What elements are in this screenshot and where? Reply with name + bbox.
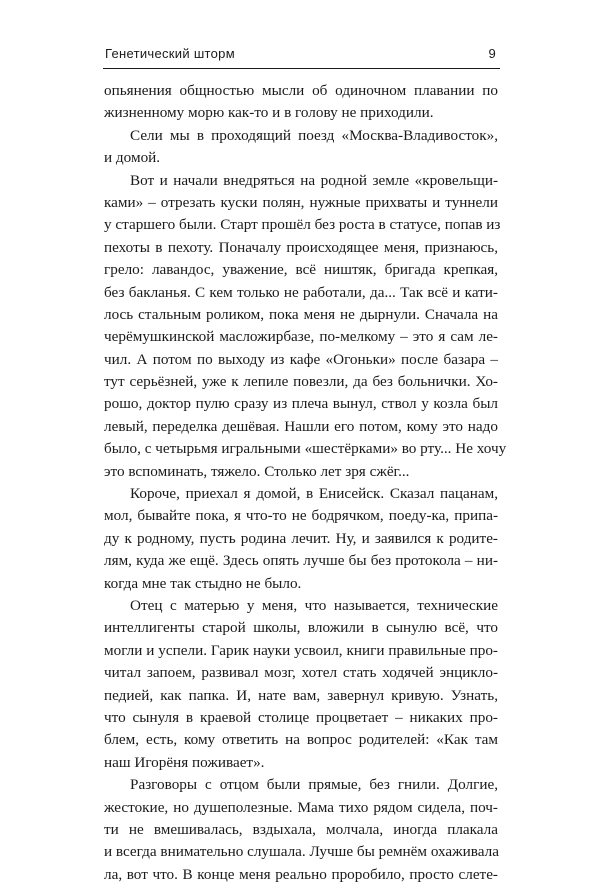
text-line: рошо, доктор пулю сразу из плеча вынул, ствол у козла был bbox=[104, 395, 498, 413]
text-line: Вот и начали внедряться на родной земле «кровельщи- bbox=[130, 171, 498, 189]
text-line: Разговоры с отцом были прямые, без гнили. Долгие, bbox=[130, 776, 498, 794]
text-line: опьянения общностью мысли об одиночном плавании по bbox=[104, 82, 498, 99]
main-text bbox=[104, 80, 507, 886]
text-line: левый, переделка дешёвая. Нашли его потом, кому это надо bbox=[104, 417, 498, 435]
text-line: черёмушкинской масложирбазе, по-мелкому – это я сам ле- bbox=[104, 328, 498, 346]
text-line: пехоты в пехоту. Поначалу происходящее меня, признаюсь, bbox=[104, 238, 498, 256]
text-line: у старшего были. Старт прошёл без роста в статусе, попав из bbox=[104, 216, 501, 234]
text-line: жизненному морю как-то и в голову не приходили. bbox=[104, 104, 434, 122]
text-line: могли и успели. Гарик науки усвоил, книги правильные про- bbox=[104, 641, 498, 659]
paragraph bbox=[104, 774, 498, 886]
text-line: ти не вмешивалась, вздыхала, молчала, иногда плакала bbox=[104, 820, 498, 838]
text-line: мол, бывайте пока, я что-то не бодрячком, поеду-ка, припа- bbox=[104, 507, 498, 525]
text-line: Короче, приехал я домой, в Енисейск. Сказал пацанам, bbox=[130, 485, 498, 503]
running-header bbox=[103, 44, 500, 66]
text-line: тут серьёзней, уже к лепиле повезли, да без больнички. Хо- bbox=[104, 373, 498, 391]
text-line: было, с четырьмя игральными «шестёрками» во рту... Не хочу bbox=[104, 440, 507, 458]
text-line: Отец с матерью у меня, что называется, технические bbox=[130, 596, 498, 614]
text-line: Сели мы в проходящий поезд «Москва-Владивосток», bbox=[130, 126, 498, 144]
text-line: блем, есть, кому ответить на вопрос родителей: «Как там bbox=[104, 731, 498, 749]
text-line: без бакланья. С кем только не работали, да... Так всё и кати- bbox=[104, 283, 498, 301]
text-line: лось стальным роликом, пока меня не дырнули. Сначала на bbox=[104, 305, 498, 323]
paragraph bbox=[104, 80, 498, 125]
text-line: наш Игорёня поживает». bbox=[104, 753, 265, 771]
text-line: это вспоминать, тяжело. Столько лет зря сжёг... bbox=[104, 462, 410, 480]
text-line: ла, вот что. В конце меня реально проробило, просто слете- bbox=[104, 865, 498, 883]
header-rule bbox=[103, 68, 500, 69]
paragraph bbox=[104, 483, 498, 595]
text-line: когда мне так стыдно не было. bbox=[104, 574, 302, 592]
text-line: читал запоем, развивал мозг, хотел стать ходячей энцикло- bbox=[104, 664, 498, 682]
text-line: педией, как папка. И, нате вам, завернул кривую. Узнать, bbox=[104, 686, 498, 704]
book-title: Генетический шторм bbox=[105, 46, 235, 61]
text-line: чил. А потом по выходу из кафе «Огоньки» после базара – bbox=[104, 350, 498, 368]
paragraph bbox=[104, 125, 498, 170]
text-line: ду к родному, пусть родина лечит. Ну, и заявился к родите- bbox=[104, 529, 498, 547]
page-number: 9 bbox=[488, 46, 496, 61]
text-line: ками» – отрезать куски полян, нужные прихваты и туннели bbox=[104, 193, 498, 211]
paragraph bbox=[104, 170, 507, 483]
text-line: интеллигенты старой школы, вложили в сынулю всё, что bbox=[104, 619, 498, 637]
text-line: и домой. bbox=[104, 149, 161, 167]
text-line: лям, куда же ещё. Здесь опять лучше бы без протокола – ни- bbox=[104, 552, 498, 570]
text-line: жестокие, но душеполезные. Мама тихо рядом сидела, поч- bbox=[104, 798, 498, 816]
text-line: и всегда внимательно слушала. Лучше бы ремнём охаживала bbox=[104, 843, 499, 861]
text-line: что сынуля в краевой столице процветает – никаких про- bbox=[104, 708, 498, 726]
text-line: грело: лавандос, уважение, всё ништяк, бригада крепкая, bbox=[104, 261, 498, 279]
paragraph bbox=[104, 595, 498, 774]
